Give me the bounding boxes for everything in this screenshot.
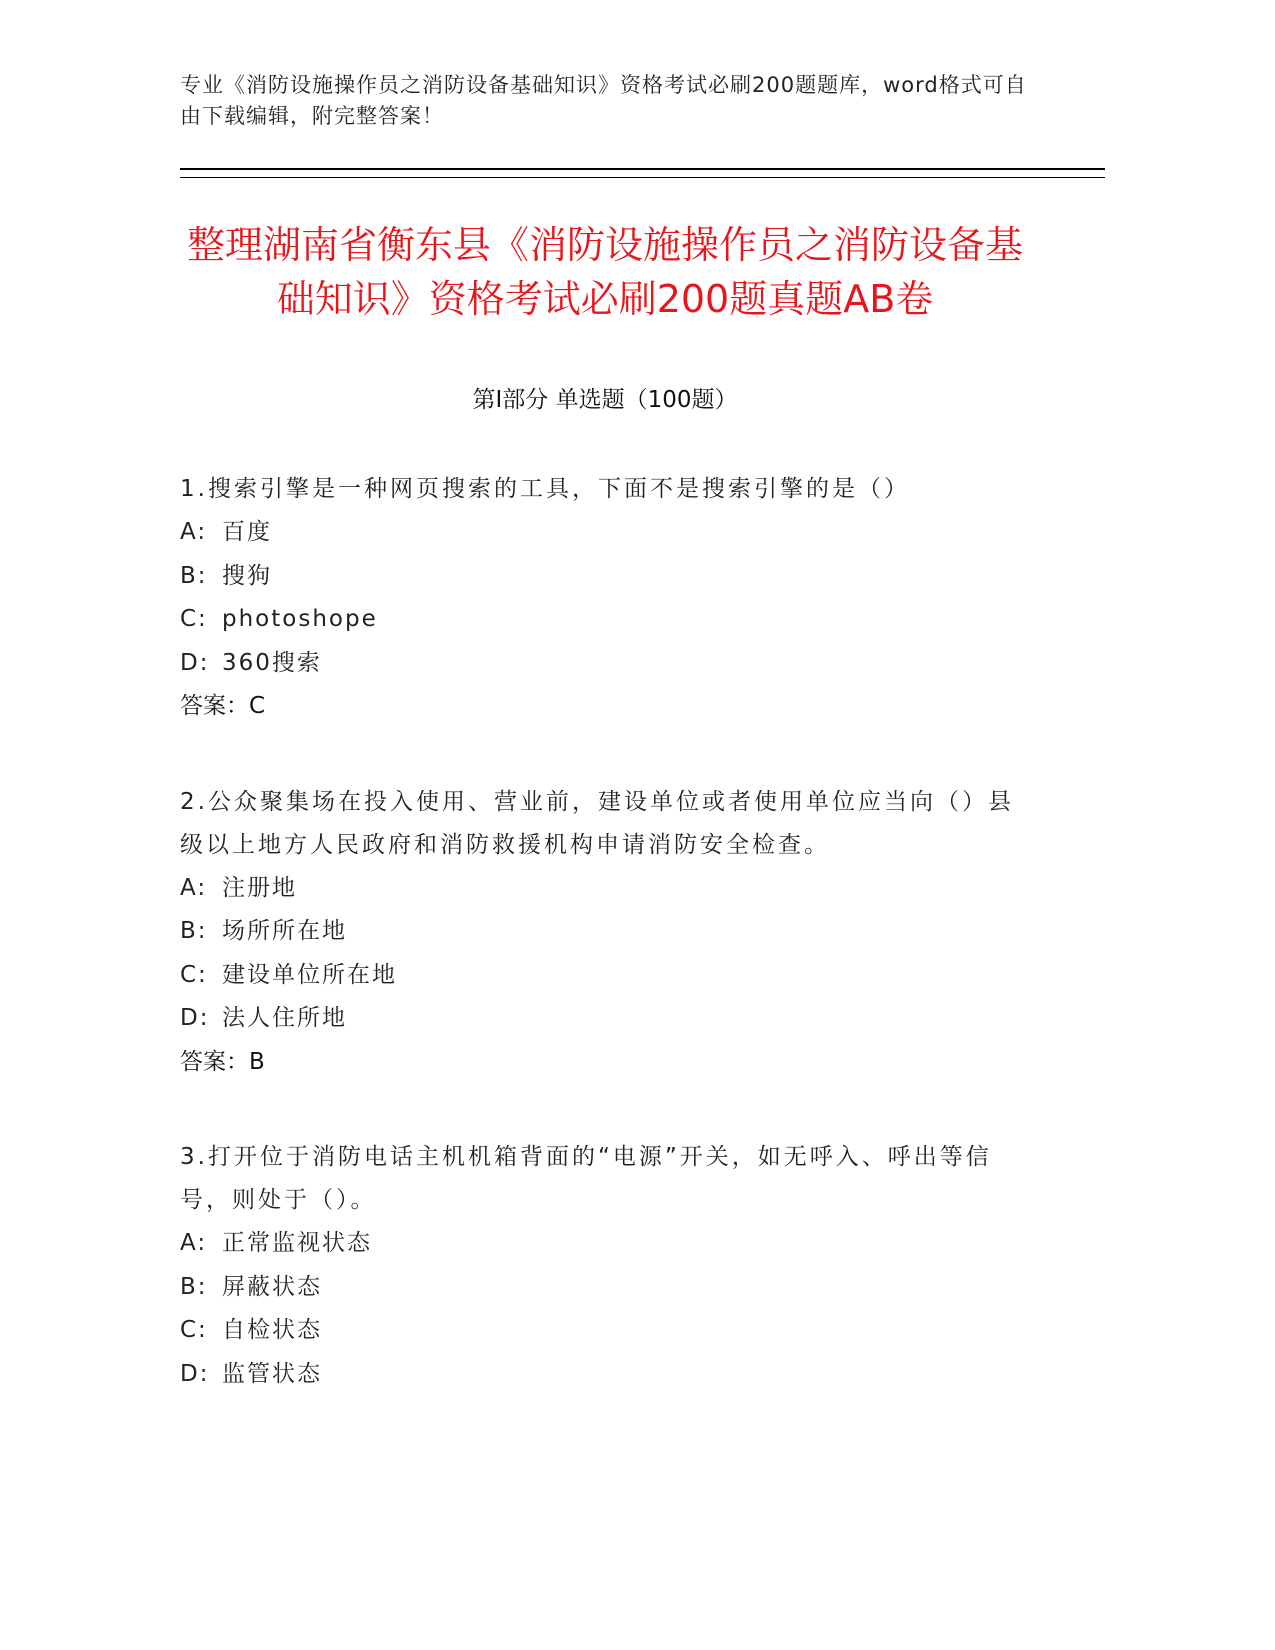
option-key: C:	[180, 606, 208, 632]
option-c	[180, 598, 1105, 642]
option-a	[180, 511, 1105, 555]
document-page	[180, 70, 1105, 1396]
option-d	[180, 1353, 1105, 1397]
option-b	[180, 1266, 1105, 1310]
option-text: 屏蔽状态	[222, 1273, 322, 1300]
option-text: 法人住所地	[222, 1005, 347, 1031]
option-key: A:	[180, 519, 208, 545]
option-b	[180, 555, 1105, 599]
option-key: B:	[180, 1273, 208, 1300]
answer-label: 答案：C	[180, 693, 266, 719]
option-a	[180, 867, 1105, 911]
option-key: D:	[180, 649, 210, 676]
option-a	[180, 1222, 1105, 1266]
question-2	[180, 781, 1105, 1085]
option-key: D:	[180, 1360, 210, 1387]
question-3	[180, 1136, 1105, 1396]
option-key: A:	[180, 1230, 208, 1256]
option-c	[180, 1309, 1105, 1353]
question-text: 2.公众聚集场在投入使用、营业前，建设单位或者使用单位应当向（）县级以上地方人民政府和消防救援机构申请消防安全检查。	[180, 788, 1014, 858]
option-d	[180, 997, 1105, 1041]
option-text: 360搜索	[222, 649, 322, 676]
question-1	[180, 468, 1105, 729]
option-text: 自检状态	[222, 1317, 322, 1343]
header-note: 专业《消防设施操作员之消防设备基础知识》资格考试必刷200题题库，word格式可自由下载编辑，附完整答案！	[180, 73, 1027, 128]
document-title: 整理湖南省衡东县《消防设施操作员之消防设备基础知识》资格考试必刷200题真题AB卷	[186, 223, 1023, 321]
option-key: B:	[180, 562, 208, 589]
section-title: 第Ⅰ部分 单选题（100题）	[472, 387, 738, 413]
option-c	[180, 954, 1105, 998]
option-key: B:	[180, 918, 208, 944]
option-b	[180, 910, 1105, 954]
option-text: 建设单位所在地	[222, 961, 397, 988]
option-text: 场所所在地	[222, 918, 347, 944]
option-key: D:	[180, 1005, 210, 1031]
option-key: A:	[180, 874, 208, 901]
option-text: 正常监视状态	[222, 1230, 372, 1256]
question-text: 1.搜索引擎是一种网页搜索的工具，下面不是搜索引擎的是（）	[180, 476, 910, 502]
option-key: C:	[180, 1317, 208, 1343]
option-text: photoshope	[222, 606, 378, 632]
option-text: 搜狗	[222, 562, 272, 589]
header-divider	[180, 168, 1105, 178]
question-text: 3.打开位于消防电话主机机箱背面的“电源”开关，如无呼入、呼出等信号，则处于（）。	[180, 1144, 992, 1213]
option-text: 监管状态	[222, 1360, 322, 1387]
option-text: 注册地	[222, 874, 297, 901]
option-d	[180, 642, 1105, 686]
option-text: 百度	[222, 519, 272, 545]
answer-label: 答案：B	[180, 1048, 265, 1075]
option-key: C:	[180, 961, 208, 988]
